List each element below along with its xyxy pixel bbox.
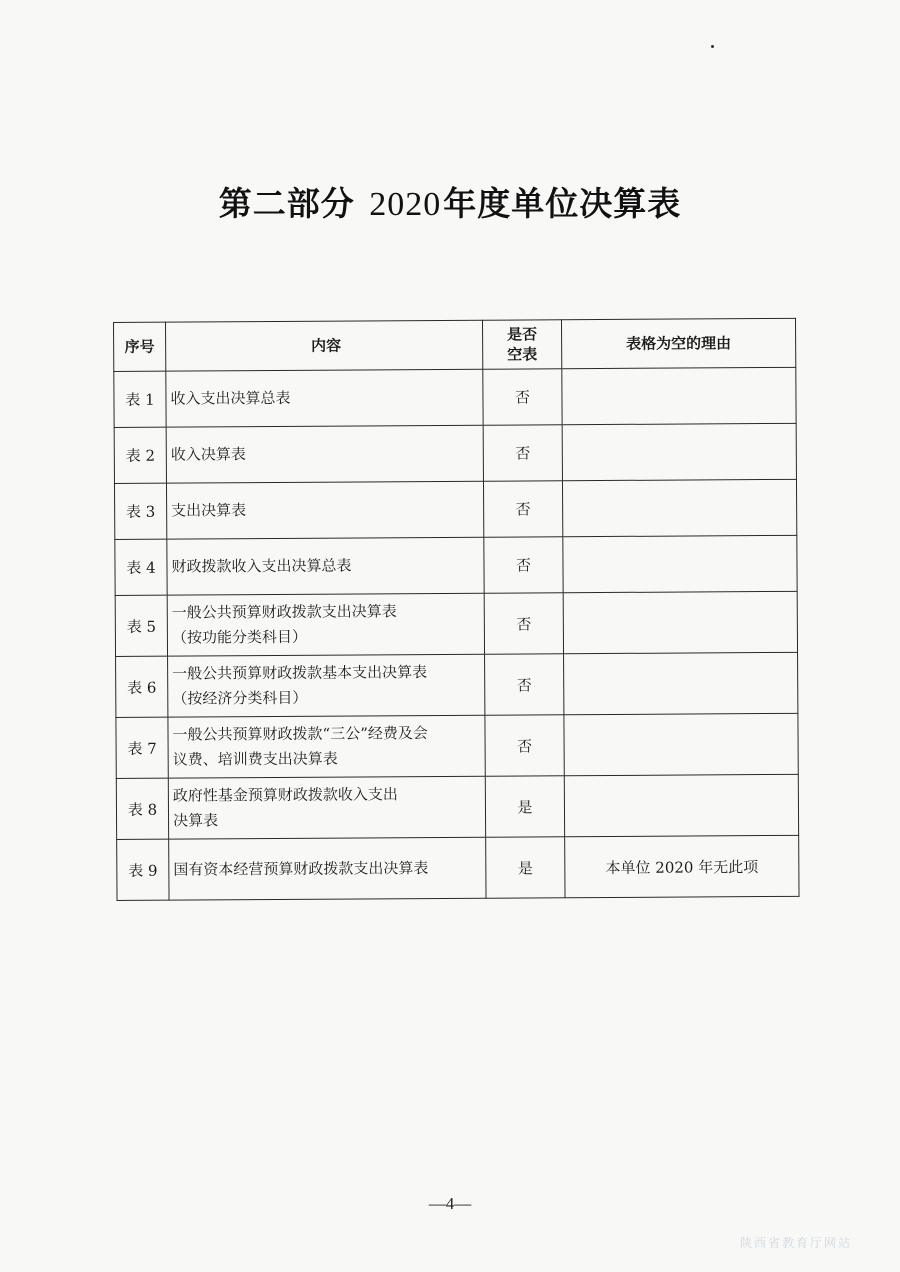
page-title — [0, 178, 900, 225]
header-content: 内容 — [166, 320, 483, 371]
title-year: 2020 — [369, 186, 442, 223]
row-content: 财政拨款收入支出决算总表 — [167, 537, 484, 595]
row-reason — [562, 479, 796, 536]
row-reason — [564, 713, 798, 775]
row-content — [168, 715, 485, 778]
header-reason: 表格为空的理由 — [561, 318, 795, 368]
row-content-line2: （按功能分类科目） — [171, 627, 307, 647]
row-empty-flag: 否 — [484, 593, 563, 654]
row-reason: 本单位 2020 年无此项 — [565, 835, 799, 897]
row-content-line1: 政府性基金预算财政拨款收入支出 — [172, 785, 398, 805]
row-no: 表 4 — [115, 539, 167, 595]
row-reason — [564, 774, 798, 836]
row-content-line2: 决算表 — [172, 811, 219, 830]
row-content: 收入支出决算总表 — [166, 369, 483, 427]
table-row — [116, 713, 798, 778]
title-part: 第二部分 — [218, 184, 355, 223]
header-empty-line2: 空表 — [507, 345, 538, 364]
site-watermark: 陕西省教育厅网站 — [740, 1236, 853, 1250]
row-reason — [562, 367, 796, 424]
table-row — [114, 479, 796, 539]
header-empty-line1: 是否 — [507, 325, 538, 344]
row-reason — [563, 535, 797, 592]
table-row — [114, 367, 796, 427]
row-no: 表 8 — [116, 778, 168, 839]
row-no: 表 6 — [116, 656, 168, 717]
row-reason — [563, 591, 797, 653]
final-accounts-table — [113, 318, 800, 901]
page-number: —4— — [428, 1194, 472, 1213]
table-row — [115, 591, 797, 656]
table-row — [114, 423, 796, 483]
row-empty-flag: 否 — [483, 425, 562, 481]
table-row — [117, 835, 799, 900]
row-content: 国有资本经营预算财政拨款支出决算表 — [169, 837, 486, 900]
row-empty-flag: 是 — [486, 837, 565, 898]
row-content — [167, 593, 484, 656]
table-row — [116, 652, 798, 717]
title-rest: 年度单位决算表 — [443, 184, 682, 223]
row-content-line2: （按经济分类科目） — [172, 688, 308, 708]
row-empty-flag: 否 — [483, 369, 562, 425]
row-content-line1: 一般公共预算财政拨款基本支出决算表 — [172, 663, 428, 683]
table-row — [115, 535, 797, 595]
row-content: 支出决算表 — [166, 481, 483, 539]
row-reason — [564, 652, 798, 714]
row-no: 表 3 — [114, 483, 166, 539]
row-content-line1: 一般公共预算财政拨款“三公”经费及会 — [172, 724, 428, 744]
header-empty — [482, 320, 561, 369]
row-no: 表 9 — [117, 839, 169, 900]
row-content: 收入决算表 — [166, 425, 483, 483]
row-content-line1: 一般公共预算财政拨款支出决算表 — [171, 602, 397, 622]
row-no: 表 5 — [115, 595, 167, 656]
header-no: 序号 — [114, 322, 166, 371]
row-empty-flag: 否 — [485, 715, 564, 776]
row-reason — [562, 423, 796, 480]
row-empty-flag: 是 — [485, 776, 564, 837]
row-no: 表 7 — [116, 717, 168, 778]
row-no: 表 2 — [114, 427, 166, 483]
row-content — [168, 654, 485, 717]
row-empty-flag: 否 — [485, 654, 564, 715]
row-content — [168, 776, 485, 839]
scan-speck — [711, 45, 714, 48]
row-empty-flag: 否 — [483, 481, 562, 537]
table-row — [116, 774, 798, 839]
row-content-line2: 议费、培训费支出决算表 — [172, 749, 338, 769]
row-empty-flag: 否 — [484, 537, 563, 593]
row-no: 表 1 — [114, 371, 166, 427]
table-header-row — [114, 318, 796, 371]
